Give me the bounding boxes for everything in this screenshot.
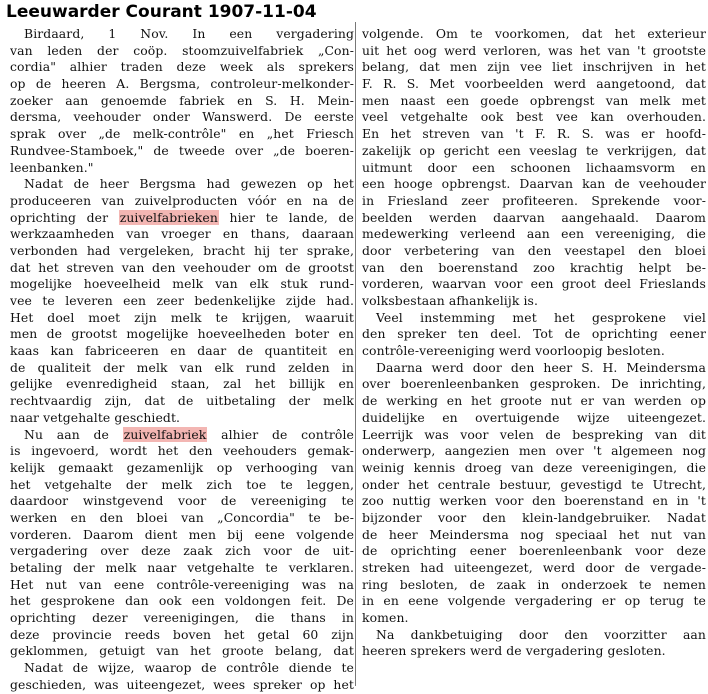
line-text: duidelijke en overtuigende wijze uiteengezet.	[362, 409, 706, 425]
text-line	[362, 360, 706, 377]
text-line	[10, 143, 354, 160]
line-text: men naast een goede opbrengst van melk met	[362, 92, 706, 108]
text-line	[362, 59, 706, 76]
line-text: volksbestaan afhankelijk is.	[362, 293, 539, 308]
text-line	[362, 527, 706, 544]
text-line	[10, 660, 354, 677]
text-line	[10, 593, 354, 610]
line-text: Het doel moet zijn melk te krijgen, waaruit	[10, 309, 354, 325]
text-line	[362, 26, 706, 43]
text-line	[10, 610, 354, 627]
text-line	[362, 443, 706, 460]
text-line	[362, 210, 706, 227]
text-line	[362, 376, 706, 393]
line-text: bijzonder voor den klein-landgebruiker. Nadat	[362, 509, 706, 525]
text-line	[10, 376, 354, 393]
text-line	[362, 543, 706, 560]
line-text: medewerking verleend aan een vereeniging, die	[362, 226, 706, 242]
line-text: leenbanken."	[10, 159, 94, 175]
column-divider	[355, 22, 356, 686]
article-column-right	[362, 26, 706, 660]
text-line	[10, 643, 354, 660]
text-line	[10, 109, 354, 126]
text-line	[10, 93, 354, 110]
text-line	[362, 393, 706, 410]
line-text: de werking en het groote nut er van werden op	[362, 393, 706, 409]
text-line	[362, 126, 706, 143]
text-line	[10, 276, 354, 293]
line-text: in Friesland zeer profiteeren. Sprekende voor-	[362, 192, 706, 208]
line-text: Na dankbetuiging door den voorzitter aan	[376, 626, 706, 642]
text-line	[362, 343, 706, 360]
text-line	[362, 560, 706, 577]
text-line	[10, 293, 354, 310]
text-line	[10, 160, 354, 177]
line-text: zakelijk op gericht een veeslag te verkrijgen, dat	[362, 142, 706, 158]
line-text: mogelijke hoeveelheid melk van elk stuk rund-	[10, 276, 354, 292]
text-line	[10, 460, 354, 477]
line-text: geschieden, was uiteengezet, wees spreker op het	[10, 676, 354, 692]
text-line	[362, 577, 706, 594]
line-text: produceeren van zuivelproducten vóór en na de	[10, 192, 354, 208]
line-text: het vetgehalte der melk zich toe te leggen,	[10, 476, 354, 492]
line-text: oprichting der	[10, 209, 119, 225]
text-line	[10, 176, 354, 193]
text-line	[362, 610, 706, 627]
line-text: kaas kan fabriceeren en daar de quantiteit en	[10, 343, 354, 359]
line-text: belang, dat men zijn vee liet inschrijven in het	[362, 59, 706, 75]
line-text: kelijk gemaakt gezamenlijk op verhooging van	[10, 459, 354, 475]
line-text: F. R. S. Met voorbeelden werd aangetoond, dat	[362, 76, 706, 92]
text-line	[362, 243, 706, 260]
line-text: deze provincie reeds boven het getal 60 zijn	[10, 626, 354, 642]
line-text: beelden werden daarvan aangehaald. Daarom	[362, 209, 706, 225]
line-text: uitmunt door een schoonen lichaamsvorm en	[362, 159, 706, 175]
text-line	[362, 627, 706, 644]
line-text: het gesprokene dan ook een voldongen feit. De	[10, 593, 354, 609]
line-text: over boerenleenbanken gesproken. De inrichting,	[362, 376, 706, 392]
line-text: Birdaard, 1 Nov. In een vergadering	[24, 26, 354, 41]
line-text: onderwerp, aangezien men over 't algemeen nog	[362, 443, 706, 459]
text-line	[362, 109, 706, 126]
line-text: Nadat de heer Bergsma had gewezen op het	[24, 176, 354, 192]
text-line	[10, 360, 354, 377]
text-line	[362, 493, 706, 510]
text-line	[10, 477, 354, 494]
line-text: een hooge opbrengst. Daarvan kan de veehouder	[362, 176, 706, 192]
line-text: komen.	[362, 610, 409, 626]
line-text: weinig kennis droeg van deze vereenigingen, die	[362, 459, 706, 475]
text-line	[10, 343, 354, 360]
line-text: naar vetgehalte geschiedt.	[10, 409, 181, 425]
text-line	[10, 193, 354, 210]
line-text: gelijke evenredigheid staan, zal het billijk en	[10, 376, 354, 392]
text-line	[362, 326, 706, 343]
article-column-left	[10, 26, 354, 694]
text-line	[10, 510, 354, 527]
text-line	[10, 260, 354, 277]
line-text: werken en den bloei van „Concordia" te be-	[10, 509, 354, 525]
line-text: rechtvaardig zijn, dat de uitbetaling der melk	[10, 393, 354, 409]
line-text: alhier de contrôle	[207, 426, 354, 442]
text-line	[10, 210, 354, 227]
text-line	[10, 43, 354, 60]
line-text: vorderen. Daarom dient men bij eene volgende	[10, 526, 354, 542]
line-text: verbonden had vergeleken, bracht hij ter sprake,	[10, 242, 354, 258]
text-line	[10, 26, 354, 43]
text-line	[10, 393, 354, 410]
line-text: streken had uiteengezet, werd door de vergade-	[362, 560, 706, 575]
text-line	[10, 410, 354, 427]
line-text: vergadering over deze zaak zich voor de uit-	[10, 543, 354, 559]
line-text: ring besloten, de zaak in onderzoek te nemen	[362, 576, 706, 592]
line-text: daardoor winstgevend voor de vereeniging te	[10, 493, 354, 509]
text-line	[362, 293, 706, 310]
text-line	[362, 43, 706, 60]
text-line	[362, 226, 706, 243]
line-text: sprak over „de melk-contrôle" en „het Friesch	[10, 126, 354, 142]
line-text: En het streven van 't F. R. S. was er hoofd-	[362, 126, 706, 142]
text-line	[362, 460, 706, 477]
line-text: door verbetering van den veestapel den bloei	[362, 242, 706, 258]
line-text: vorderen, waarvan voor een groot deel Frieslands	[362, 276, 706, 292]
text-line	[362, 643, 706, 660]
text-line	[362, 276, 706, 293]
page-title: Leeuwarder Courant 1907-11-04	[6, 2, 317, 22]
text-line	[10, 527, 354, 544]
line-text: Daarna werd door den heer S. H. Meindersma	[376, 359, 706, 375]
line-text: Rundvee-Stamboek," de tweede over „de boeren-	[10, 142, 354, 158]
line-text: contrôle-vereeniging werd voorloopig besloten.	[362, 343, 665, 359]
text-line	[10, 443, 354, 460]
line-text: den spreker ten deel. Tot de oprichting eener	[362, 326, 706, 342]
text-line	[10, 543, 354, 560]
text-line	[362, 593, 706, 610]
line-text: dat het streven van den veehouder om de grootst	[10, 259, 354, 275]
text-line	[362, 160, 706, 177]
text-line	[362, 260, 706, 277]
line-text: onder het centrale bestuur, gevestigd te Utrecht,	[362, 476, 706, 492]
text-line	[362, 93, 706, 110]
text-line	[10, 310, 354, 327]
line-text: zoeker aan genoemde fabriek en S. H. Mein-	[10, 92, 354, 108]
line-text: de qualiteit der melk van elk rund zelden in	[10, 359, 354, 375]
line-text: de oprichting eener boerenleenbank voor deze	[362, 543, 706, 559]
text-line	[10, 243, 354, 260]
text-line	[362, 510, 706, 527]
search-highlight: zuivelfabriek	[123, 426, 207, 442]
line-text: volgende. Om te voorkomen, dat het exterieur	[362, 26, 706, 41]
text-line	[10, 560, 354, 577]
text-line	[10, 126, 354, 143]
line-text: oprichting dezer vereenigingen, die thans in	[10, 610, 354, 626]
line-text: Het nut van eene contrôle-vereeniging was na	[10, 576, 354, 592]
line-text: in en eene volgende vergadering er op terug te	[362, 593, 706, 609]
text-line	[362, 477, 706, 494]
line-text: de heer Meindersma nog speciaal het nut van	[362, 526, 706, 542]
line-text: zoo nuttig werken voor den boerenstand en in 't	[362, 493, 706, 509]
text-line	[10, 326, 354, 343]
line-text: geklommen, getuigt van het groote belang, dat	[10, 643, 354, 659]
text-line	[10, 76, 354, 93]
line-text: heeren sprekers werd de vergadering gesloten.	[362, 643, 666, 659]
line-text: Nadat de wijze, waarop de contrôle diende te	[24, 660, 354, 676]
text-line	[10, 627, 354, 644]
line-text: van den boerenstand zoo krachtig helpt be-	[362, 259, 706, 275]
text-line	[362, 310, 706, 327]
text-line	[10, 226, 354, 243]
line-text: Veel instemming met het gesprokene viel	[376, 309, 706, 325]
line-text: betaling der melk naar vetgehalte te verklaren.	[10, 560, 354, 575]
line-text: van leden der coöp. stoomzuivelfabriek „Con-	[10, 42, 354, 58]
text-line	[10, 493, 354, 510]
line-text: op de heeren A. Bergsma, controleur-melkonder-	[10, 76, 354, 92]
text-line	[362, 427, 706, 444]
line-text: Nu aan de	[24, 426, 123, 442]
line-text: cordia" alhier traden deze week als sprekers	[10, 59, 354, 75]
text-line	[362, 193, 706, 210]
line-text: Leerrijk was voor velen de bespreking van dit	[362, 426, 706, 442]
line-text: hier te lande, de	[218, 209, 354, 225]
search-highlight: zuivelfabrieken	[119, 209, 218, 225]
line-text: vee te leveren een zeer bedenkelijke zijde had.	[10, 293, 354, 308]
text-line	[10, 427, 354, 444]
line-text: uit het oog werd verloren, was het van 't grootste	[362, 42, 706, 58]
line-text: dersma, veehouder onder Wanswerd. De eerste	[10, 109, 354, 125]
line-text: werkzaamheden van vroeger en thans, daaraan	[10, 226, 354, 242]
text-line	[362, 176, 706, 193]
text-line	[10, 677, 354, 694]
text-line	[10, 59, 354, 76]
text-line	[362, 410, 706, 427]
line-text: men de grootst mogelijke hoeveelheden boter en	[10, 326, 354, 342]
line-text: is ingevoerd, wordt het den veehouders gemak-	[10, 443, 354, 459]
text-line	[362, 143, 706, 160]
line-text: veel vetgehalte ook best vee kan overhouden.	[362, 109, 706, 125]
text-line	[10, 577, 354, 594]
text-line	[362, 76, 706, 93]
